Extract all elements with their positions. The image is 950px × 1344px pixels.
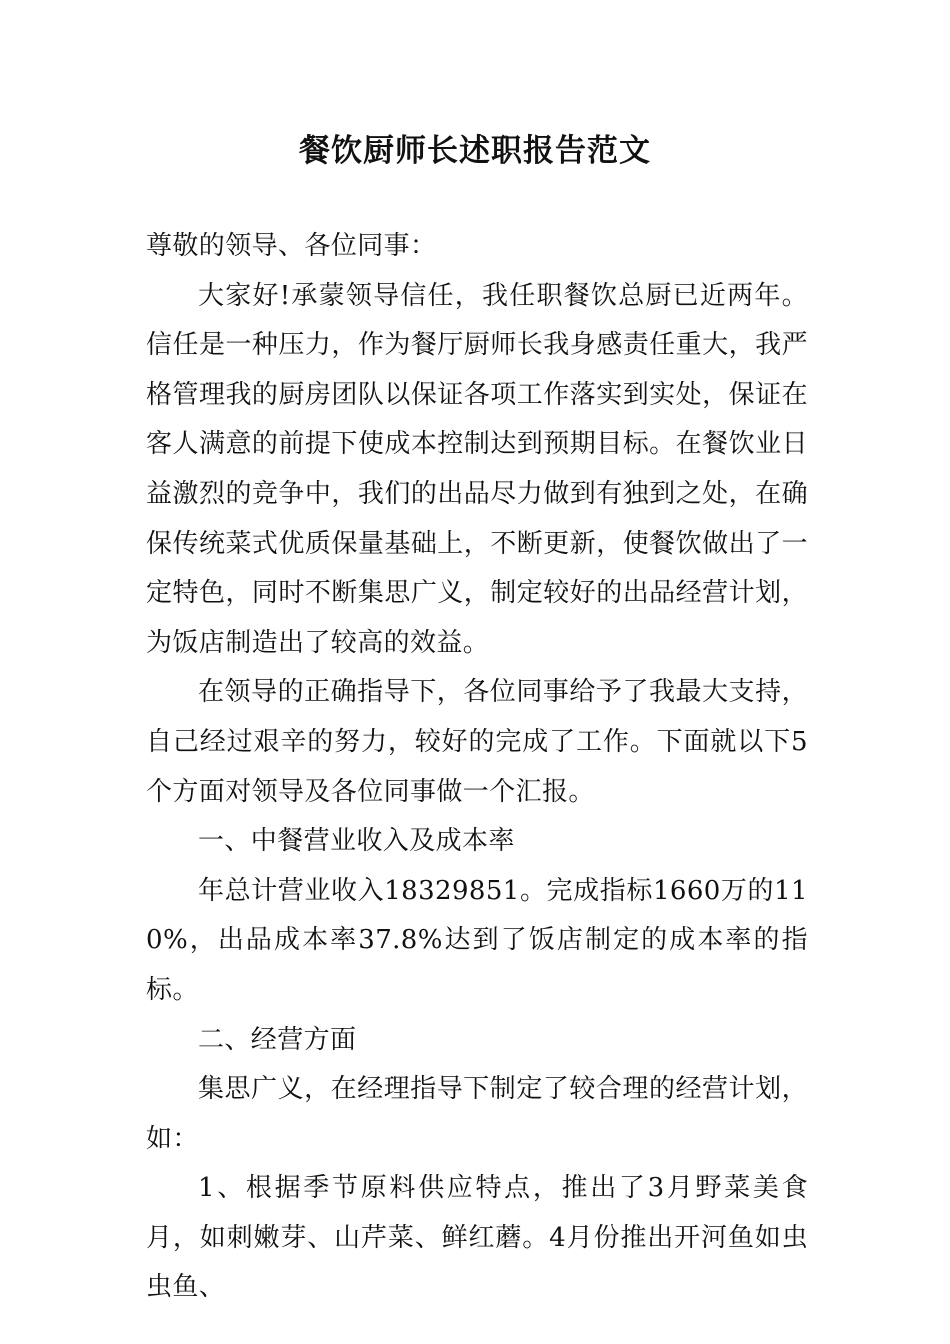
- section-heading-revenue: 一、中餐营业收入及成本率: [198, 826, 515, 857]
- paragraph-intro: 大家好!承蒙领导信任，我任职餐饮总厨已近两年。信任是一种压力，作为餐厅厨师长我身感责任重大，我严格管理我的厨房团队以保证各项工作落实到实处，保证在客人满意的前提下使成本控制达到预期目标。在餐饮业日益激烈的竞争中，我们的出品尽力做到有独到之处，在确保传统菜式优质保量基础上，不断更新，使餐饮做出了一定特色，同时不断集思广义，制定较好的出品经营计划，为饭店制造出了较高的效益。: [146, 280, 808, 658]
- document-body: [146, 222, 808, 1313]
- paragraph-summary: 在领导的正确指导下，各位同事给予了我最大支持，自己经过艰辛的努力，较好的完成了工作。下面就以下5个方面对领导及各位同事做一个汇报。: [146, 677, 808, 807]
- document-title: 餐饮厨师长述职报告范文: [299, 133, 651, 169]
- paragraph-operations: 集思广义，在经理指导下制定了较合理的经营计划，如：: [146, 1074, 808, 1154]
- salutation: 尊敬的领导、各位同事：: [146, 231, 437, 261]
- section-heading-operations: 二、经营方面: [198, 1024, 357, 1055]
- paragraph-revenue: 年总计营业收入18329851。完成指标1660万的110%，出品成本率37.8%达到了饭店制定的成本率的指标。: [146, 875, 808, 1005]
- paragraph-seasonal-plan: 1、根据季节原料供应特点，推出了3月野菜美食月，如刺嫩芽、山芹菜、鲜红蘑。4月份推出开河鱼如虫虫鱼、: [146, 1173, 808, 1303]
